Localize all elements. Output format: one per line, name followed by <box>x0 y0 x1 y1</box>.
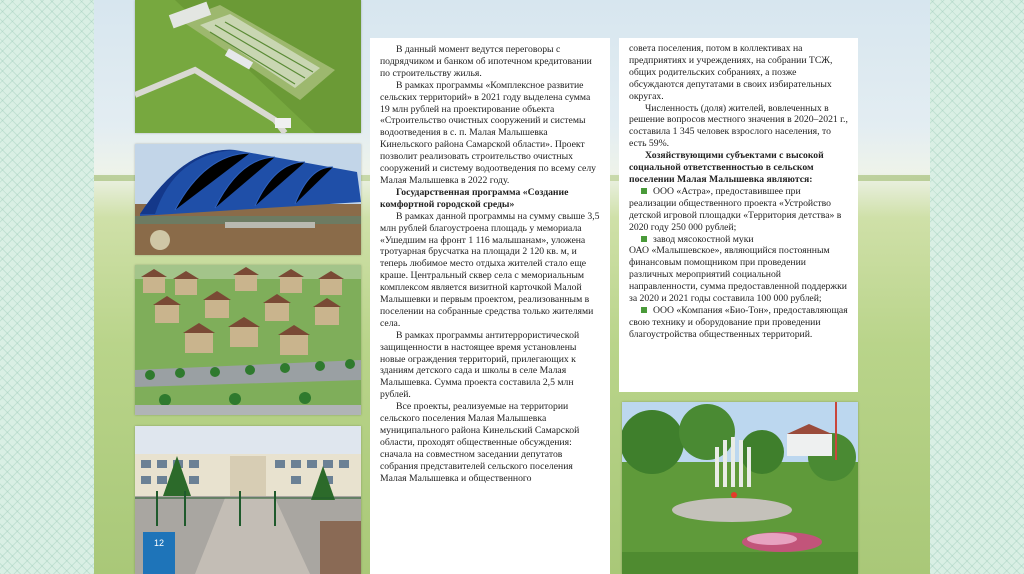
village-development-render <box>135 265 361 415</box>
bullet-icon <box>641 236 647 242</box>
list-item-meal-plant: завод мясокостной муки <box>629 234 848 246</box>
list-item-malyshevskoe: ОАО «Малышевское», являющийся постоянным финансовым помощником при проведении различных мероприятий социальной направленности, сумма предоставленной поддержки за 2020 и 2021 годы составила 100 000 рублей; <box>629 245 847 305</box>
paragraph-rural-program: В рамках программы «Комплексное развитие сельских территорий» в 2021 году выделена сумма 19 млн рублей на проектирование объекта «Строительство очистных сооружений и системы водоотведения в с. п. Малая Малышевка Кинельского района Самарской области». Проект позволит реализовать строительство очистных сооружений и систему водоотведения по всему селу Малая Малышевка в 2022 году. <box>380 79 597 186</box>
left-pattern-margin <box>0 0 94 574</box>
paragraph-memorial-square: В рамках данной программы на сумму свыше 3,5 млн рублей благоустроена площадь у мемориала «Ушедшим на фронт 1 116 малышанам», уложена тротуарная брусчатка на площади 2 120 кв. м, и теперь любимое место отдыха жителей стало еще краше. Центральный сквер села с мемориальным комплексом является визитной карточкой Малой Малышевки и первым проектом, реализованным в поселении на собранные средства только жителями села. <box>380 210 600 329</box>
paragraph-antiterror: В рамках программы антитеррористической защищенности в настоящее время установлены новые ограждения территорий, прилегающих к зданиям детского сада и школы в селе Малая Малышевка. Сумма проекта составила 2,5 млн рублей. <box>380 329 580 401</box>
paragraph-council-continuation: совета поселения, потом в коллективах на предприятиях и учреждениях, на собрании ТСЖ, общих родительских собраниях, а позже обсуждаются депутатами в своих избирательных округах. <box>629 43 833 102</box>
right-pattern-margin <box>930 0 1024 574</box>
list-item-bioton: ООО «Компания «Био-Тон», предоставляющая свою технику и оборудование при проведении благоустройства общественных территорий. <box>629 304 848 340</box>
text-column-right <box>619 38 858 392</box>
text-column-left <box>370 38 610 574</box>
list-item-astra: ООО «Астра», предоставившее при реализации общественного проекта «Устройство детской игровой площадки «Территория детства» в 2020 году 250 000 рублей; <box>629 185 842 233</box>
bullet-icon <box>641 188 647 194</box>
heading-comfortable-environment: Государственная программа «Создание комфортной городской среды» <box>380 186 569 210</box>
bullet-icon <box>641 307 647 313</box>
aerial-treatment-facility-photo <box>135 0 361 133</box>
page-number-badge: 12 <box>143 532 175 574</box>
heading-responsible-businesses: Хозяйствующими субъектами с высокой социальной ответственностью в сельском поселении Малая Малышевка являются: <box>629 150 824 185</box>
blue-hangar-photo <box>135 144 361 255</box>
paragraph-negotiations: В данный момент ведутся переговоры с подрядчиком и банком об ипотечном кредитовании по строительству жилья. <box>380 44 592 79</box>
paragraph-public-discussion: Все проекты, реализуемые на территории сельского поселения Малая Малышевка муниципального района Кинельский Самарской области, проходят общественные обсуждения: сначала на совместном заседании депутатов собрания представителей сельского поселения Малая Малышевка и общественного <box>380 401 580 484</box>
memorial-park-photo <box>622 402 858 574</box>
paragraph-residents-stats: Численность (доля) жителей, вовлеченных в решение вопросов местного значения в 2020–2021 г., составила 1 345 человек взрослого населения, то есть 59%. <box>629 102 848 150</box>
